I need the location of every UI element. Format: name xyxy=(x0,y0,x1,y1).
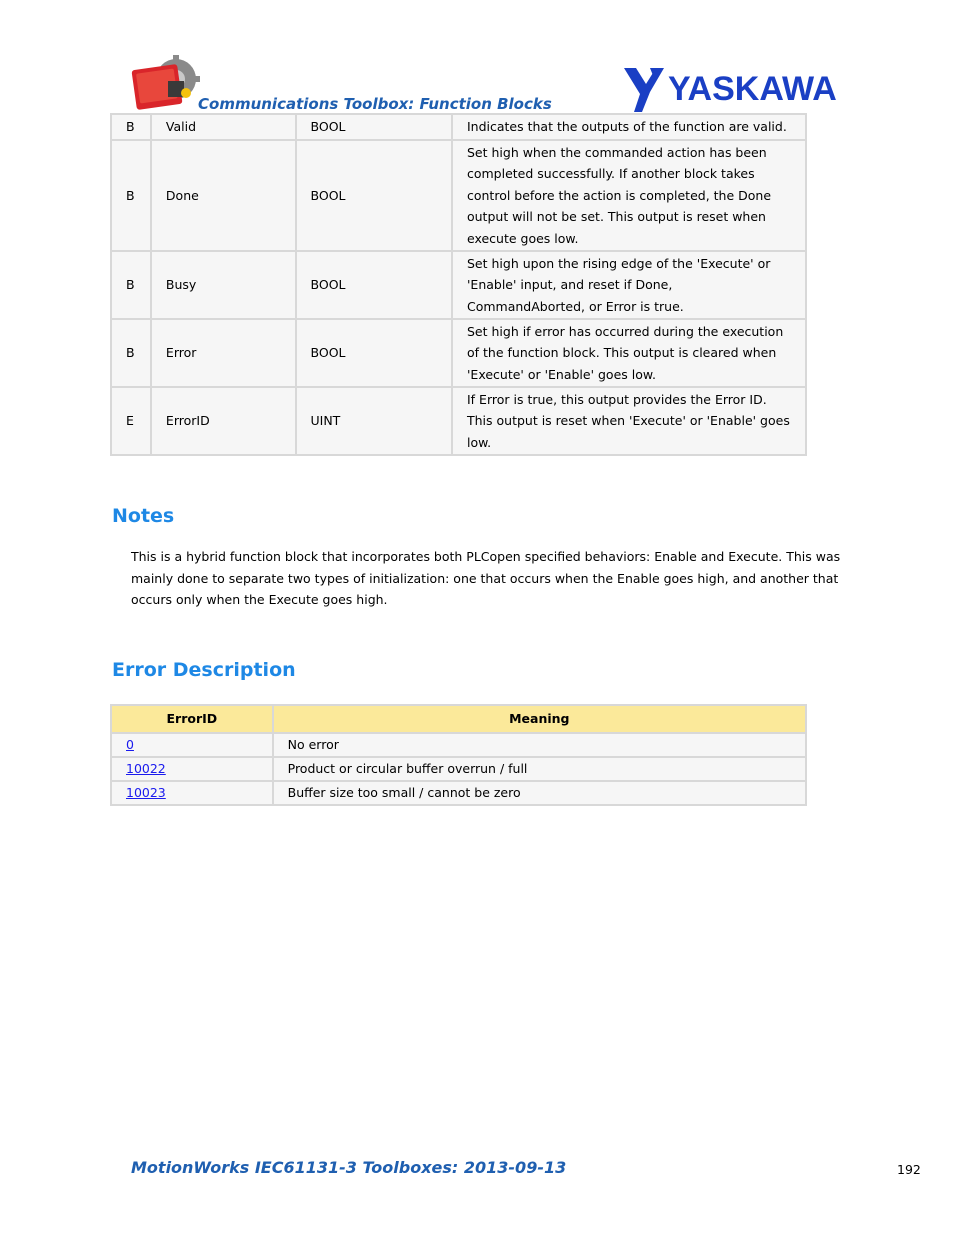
error-id-link[interactable]: 10022 xyxy=(126,761,166,777)
type-cell: B xyxy=(111,319,151,387)
table-row xyxy=(111,114,806,140)
type-cell: B xyxy=(111,114,151,140)
error-table xyxy=(110,704,807,806)
footer-title: MotionWorks IEC61131-3 Toolboxes: 2013-09-13 xyxy=(131,1158,567,1177)
description-cell: Set high when the commanded action has been completed successfully. If another block takes control before the action is completed, the Done output will not be set. This output is reset when execute goes low. xyxy=(452,140,806,251)
error-meaning-cell: No error xyxy=(273,733,806,757)
table-row xyxy=(111,781,806,805)
error-id-link[interactable]: 0 xyxy=(126,737,134,753)
error-description-heading: Error Description xyxy=(112,659,296,681)
type-cell: B xyxy=(111,140,151,251)
type-cell: B xyxy=(111,251,151,319)
notes-paragraph: This is a hybrid function block that incorporates both PLCopen specified behaviors: Enable and Execute. This was mainly done to separate two types of initialization: one that occurs when the Enable goes high, and another that occurs only when the Execute goes high. xyxy=(131,549,841,607)
datatype-cell: BOOL xyxy=(296,319,452,387)
yaskawa-wordmark: YASKAWA xyxy=(668,70,837,108)
error-meaning-cell: Product or circular buffer overrun / full xyxy=(273,757,806,781)
header-title: Communications Toolbox: Function Blocks xyxy=(198,95,552,113)
notes-heading: Notes xyxy=(112,505,175,527)
description-cell: Set high if error has occurred during the execution of the function block. This output is cleared when 'Execute' or 'Enable' goes low. xyxy=(452,319,806,387)
toolbox-logo-icon xyxy=(128,55,200,111)
error-id-cell xyxy=(111,733,273,757)
name-cell: Busy xyxy=(151,251,296,319)
error-id-cell xyxy=(111,757,273,781)
datatype-cell: BOOL xyxy=(296,114,452,140)
column-header-errorid: ErrorID xyxy=(111,705,273,733)
type-cell: E xyxy=(111,387,151,455)
table-row xyxy=(111,140,806,251)
description-cell: Set high upon the rising edge of the 'Execute' or 'Enable' input, and reset if Done, CommandAborted, or Error is true. xyxy=(452,251,806,319)
page-number: 192 xyxy=(897,1162,921,1177)
name-cell: Error xyxy=(151,319,296,387)
table-row xyxy=(111,733,806,757)
error-table-header-row xyxy=(111,705,806,733)
description-cell: Indicates that the outputs of the function are valid. xyxy=(452,114,806,140)
datatype-cell: BOOL xyxy=(296,140,452,251)
io-table xyxy=(110,113,807,456)
yaskawa-logo-icon xyxy=(620,66,844,112)
error-id-link[interactable]: 10023 xyxy=(126,785,166,801)
table-row xyxy=(111,251,806,319)
description-cell: If Error is true, this output provides the Error ID. This output is reset when 'Execute' or 'Enable' goes low. xyxy=(452,387,806,455)
table-row xyxy=(111,387,806,455)
datatype-cell: UINT xyxy=(296,387,452,455)
table-row xyxy=(111,757,806,781)
name-cell: Valid xyxy=(151,114,296,140)
error-meaning-cell: Buffer size too small / cannot be zero xyxy=(273,781,806,805)
error-id-cell xyxy=(111,781,273,805)
table-row xyxy=(111,319,806,387)
name-cell: ErrorID xyxy=(151,387,296,455)
name-cell: Done xyxy=(151,140,296,251)
datatype-cell: BOOL xyxy=(296,251,452,319)
column-header-meaning: Meaning xyxy=(273,705,806,733)
